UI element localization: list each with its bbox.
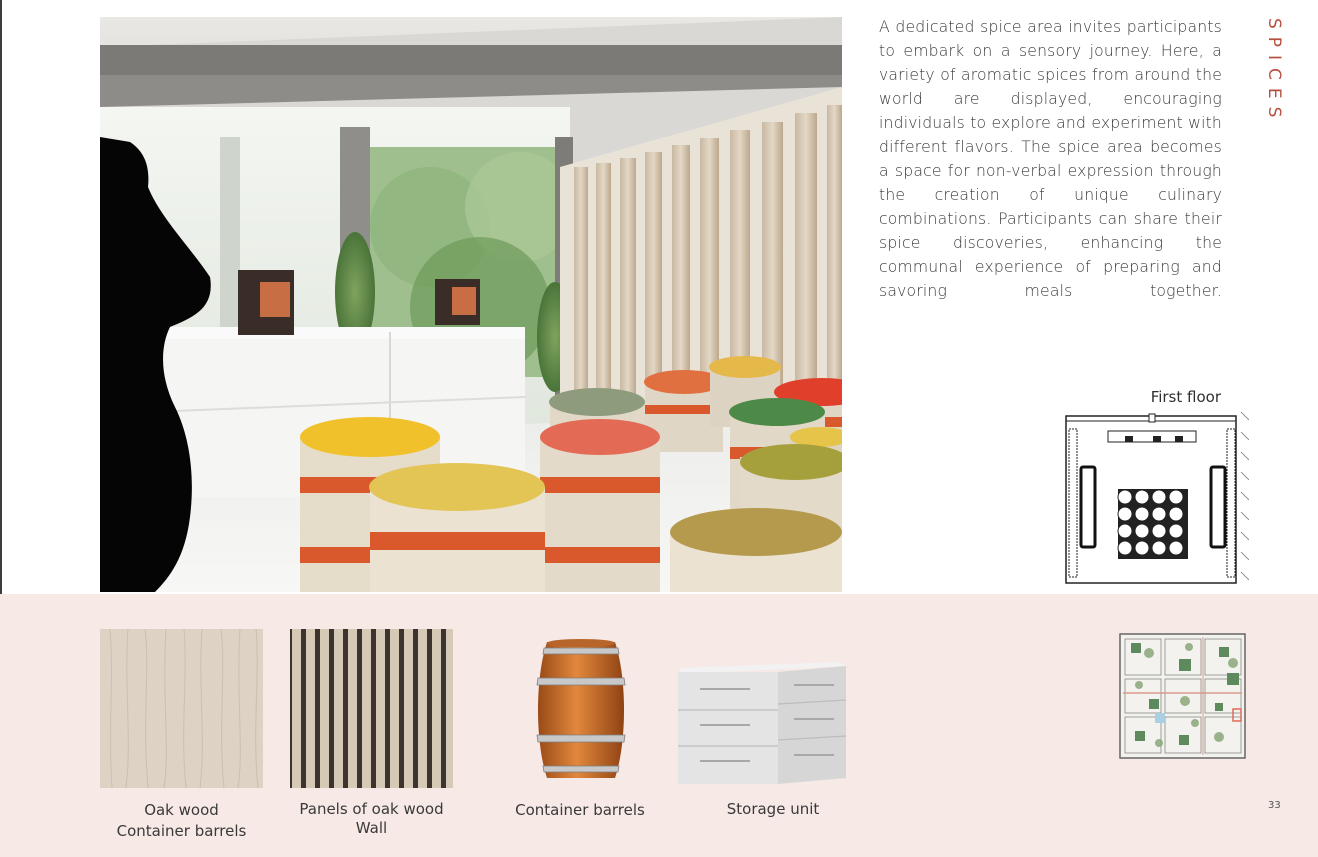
- first-floor-plan: [1063, 409, 1249, 585]
- description-text: A dedicated spice area invites participants to embark on a sensory journey. Here, a variety of aromatic spices from around the world are displayed, encouraging individuals to explore and experiment with different flavors. The spice area becomes a space for non-verbal expression through the creation of unique culinary combinations. Participants can share their spice discoveries, enhancing the communal experience of preparing and savoring meals together.: [879, 18, 1222, 300]
- page-number: 33: [1268, 800, 1281, 811]
- caption-line: Storage unit: [726, 800, 820, 818]
- caption-line: Container barrels: [116, 822, 247, 840]
- site-map: [1119, 633, 1246, 759]
- caption-line: Oak wood: [144, 801, 219, 819]
- floor-plan-label: First floor: [1150, 388, 1221, 406]
- caption-storage: [693, 799, 853, 820]
- left-border-rule: [0, 0, 2, 594]
- storage-unit-image: [670, 658, 848, 784]
- section-title: SPICES: [1264, 18, 1284, 126]
- caption-line: Panels of oak wood: [299, 800, 444, 818]
- caption-oak-wood: [100, 800, 263, 842]
- caption-barrels: [500, 800, 660, 821]
- caption-oak-panels: [281, 800, 462, 838]
- oak-wood-swatch: [100, 629, 263, 788]
- caption-line: Wall: [355, 819, 388, 837]
- caption-line: Container barrels: [515, 801, 645, 819]
- spice-area-rendering: [100, 17, 842, 592]
- oak-panel-swatch: [290, 629, 453, 788]
- barrel-image: [533, 638, 629, 782]
